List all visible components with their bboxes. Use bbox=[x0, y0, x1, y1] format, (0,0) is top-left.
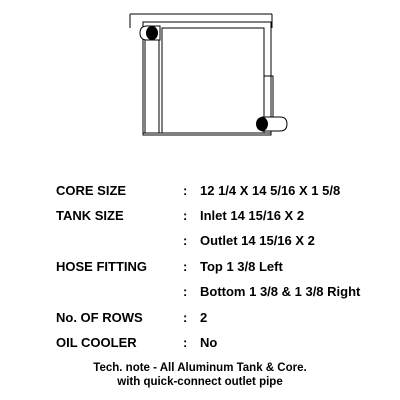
rows-label: No. OF ROWS bbox=[56, 310, 143, 325]
core-size-value: 12 1/4 X 14 5/16 X 1 5/8 bbox=[200, 183, 341, 198]
tank-size-inlet: Inlet 14 15/16 X 2 bbox=[200, 208, 305, 223]
tank-size-label: TANK SIZE bbox=[56, 208, 124, 223]
hose-fitting-colon-2: : bbox=[183, 284, 188, 299]
core-size-label: CORE SIZE bbox=[56, 183, 127, 198]
tech-note-line-1: Tech. note - All Aluminum Tank & Core. bbox=[93, 362, 307, 374]
outlet-fitting bbox=[256, 117, 287, 131]
oil-cooler-value: No bbox=[200, 335, 218, 350]
oil-cooler-colon: : bbox=[183, 335, 188, 350]
inlet-fitting bbox=[140, 26, 160, 40]
radiator-diagram bbox=[0, 0, 400, 160]
tank-size-outlet: Outlet 14 15/16 X 2 bbox=[200, 233, 315, 248]
hose-fitting-bottom: Bottom 1 3/8 & 1 3/8 Right bbox=[200, 284, 361, 299]
hose-fitting-colon: : bbox=[183, 259, 188, 274]
tech-note-line-2: with quick-connect outlet pipe bbox=[117, 376, 283, 388]
hose-fitting-label: HOSE FITTING bbox=[56, 259, 147, 274]
left-tank bbox=[145, 28, 159, 133]
tank-size-colon: : bbox=[183, 208, 188, 223]
rows-value: 2 bbox=[200, 310, 208, 325]
radiator-core bbox=[162, 28, 264, 133]
rows-colon: : bbox=[183, 310, 188, 325]
tank-size-colon-2: : bbox=[183, 233, 188, 248]
core-size-colon: : bbox=[183, 183, 188, 198]
hose-fitting-top: Top 1 3/8 Left bbox=[200, 259, 283, 274]
oil-cooler-label: OIL COOLER bbox=[56, 335, 137, 350]
